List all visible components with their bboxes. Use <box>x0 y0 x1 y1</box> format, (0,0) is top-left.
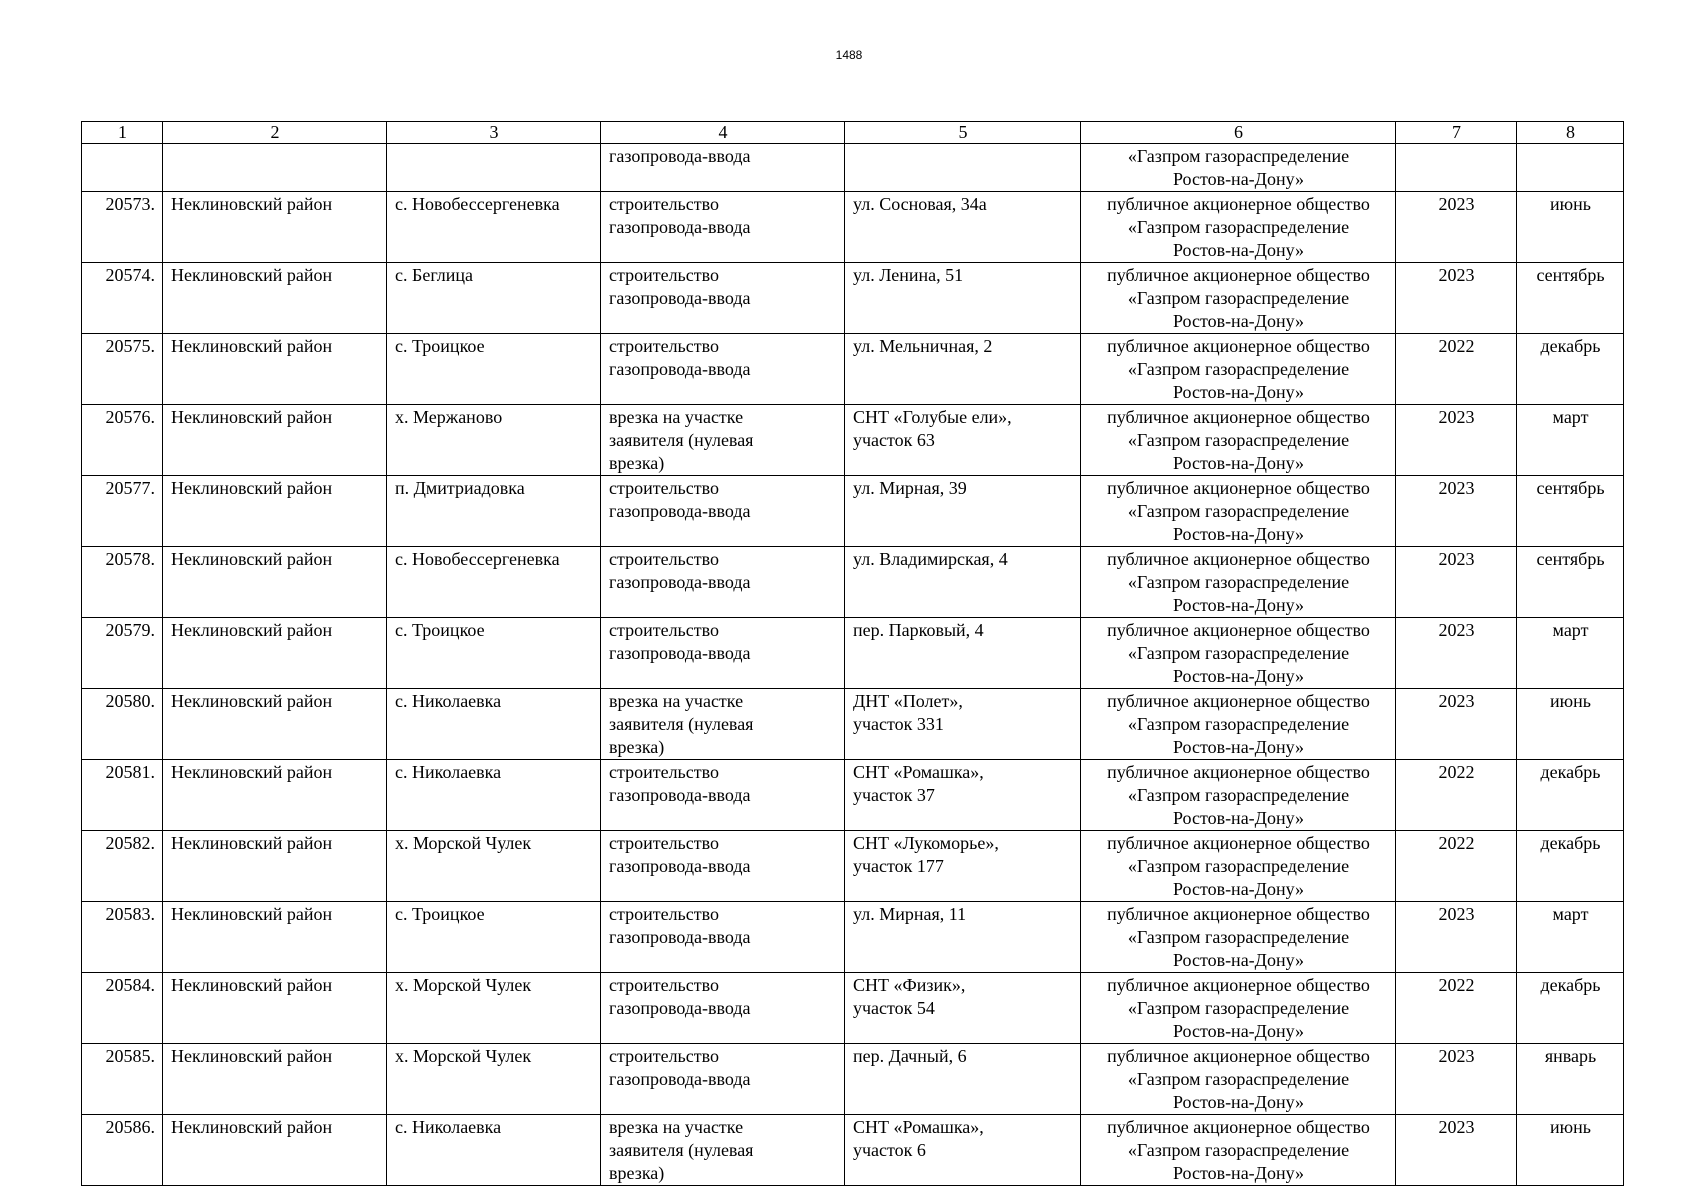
district-cell: Неклиновский район <box>163 192 387 263</box>
settlement-cell: х. Мержаново <box>387 405 601 476</box>
work-type-cell: строительство газопровода-ввода <box>601 973 845 1044</box>
year-cell: 2023 <box>1396 263 1517 334</box>
row-number-cell: 20581. <box>82 760 163 831</box>
address-cell <box>845 144 1081 192</box>
district-cell: Неклиновский район <box>163 902 387 973</box>
address-cell: СНТ «Ромашка», участок 37 <box>845 760 1081 831</box>
address-cell: пер. Дачный, 6 <box>845 1044 1081 1115</box>
month-cell: март <box>1517 405 1624 476</box>
work-type-cell: строительство газопровода-ввода <box>601 1044 845 1115</box>
settlement-cell: п. Дмитриадовка <box>387 476 601 547</box>
organization-cell: «Газпром газораспределение Ростов-на-Дону» <box>1081 144 1396 192</box>
district-cell: Неклиновский район <box>163 689 387 760</box>
table-row <box>82 831 1624 902</box>
organization-cell: публичное акционерное общество «Газпром газораспределение Ростов-на-Дону» <box>1081 760 1396 831</box>
row-number-cell: 20582. <box>82 831 163 902</box>
table-row <box>82 263 1624 334</box>
table-row <box>82 1115 1624 1186</box>
organization-cell: публичное акционерное общество «Газпром газораспределение Ростов-на-Дону» <box>1081 618 1396 689</box>
row-number-cell: 20575. <box>82 334 163 405</box>
month-cell: июнь <box>1517 1115 1624 1186</box>
address-cell: пер. Парковый, 4 <box>845 618 1081 689</box>
district-cell: Неклиновский район <box>163 760 387 831</box>
row-number-cell: 20573. <box>82 192 163 263</box>
month-cell <box>1517 144 1624 192</box>
table-row <box>82 476 1624 547</box>
row-number-cell: 20574. <box>82 263 163 334</box>
month-cell: сентябрь <box>1517 263 1624 334</box>
work-type-cell: строительство газопровода-ввода <box>601 547 845 618</box>
row-number-cell: 20580. <box>82 689 163 760</box>
month-cell: декабрь <box>1517 831 1624 902</box>
year-cell <box>1396 144 1517 192</box>
settlement-cell: с. Николаевка <box>387 1115 601 1186</box>
address-cell: ул. Мирная, 39 <box>845 476 1081 547</box>
column-number-header: 7 <box>1396 122 1517 144</box>
work-type-cell: строительство газопровода-ввода <box>601 902 845 973</box>
organization-cell: публичное акционерное общество «Газпром газораспределение Ростов-на-Дону» <box>1081 1115 1396 1186</box>
address-cell: ДНТ «Полет», участок 331 <box>845 689 1081 760</box>
organization-cell: публичное акционерное общество «Газпром газораспределение Ростов-на-Дону» <box>1081 405 1396 476</box>
district-cell: Неклиновский район <box>163 547 387 618</box>
settlement-cell: с. Троицкое <box>387 334 601 405</box>
settlement-cell: с. Троицкое <box>387 902 601 973</box>
address-cell: ул. Мирная, 11 <box>845 902 1081 973</box>
settlement-cell: с. Новобессергеневка <box>387 547 601 618</box>
organization-cell: публичное акционерное общество «Газпром газораспределение Ростов-на-Дону» <box>1081 973 1396 1044</box>
year-cell: 2022 <box>1396 334 1517 405</box>
district-cell: Неклиновский район <box>163 405 387 476</box>
organization-cell: публичное акционерное общество «Газпром газораспределение Ростов-на-Дону» <box>1081 192 1396 263</box>
row-number-cell: 20576. <box>82 405 163 476</box>
work-type-cell: строительство газопровода-ввода <box>601 334 845 405</box>
address-cell: ул. Владимирская, 4 <box>845 547 1081 618</box>
month-cell: июнь <box>1517 192 1624 263</box>
table-row <box>82 192 1624 263</box>
address-cell: СНТ «Ромашка», участок 6 <box>845 1115 1081 1186</box>
month-cell: июнь <box>1517 689 1624 760</box>
work-type-cell: строительство газопровода-ввода <box>601 618 845 689</box>
address-cell: ул. Мельничная, 2 <box>845 334 1081 405</box>
year-cell: 2023 <box>1396 1115 1517 1186</box>
month-cell: сентябрь <box>1517 476 1624 547</box>
work-type-cell: строительство газопровода-ввода <box>601 476 845 547</box>
row-number-cell: 20584. <box>82 973 163 1044</box>
district-cell: Неклиновский район <box>163 973 387 1044</box>
column-number-header: 1 <box>82 122 163 144</box>
table-row <box>82 760 1624 831</box>
work-type-cell: строительство газопровода-ввода <box>601 831 845 902</box>
organization-cell: публичное акционерное общество «Газпром газораспределение Ростов-на-Дону» <box>1081 334 1396 405</box>
address-cell: СНТ «Физик», участок 54 <box>845 973 1081 1044</box>
row-number-cell: 20578. <box>82 547 163 618</box>
year-cell: 2023 <box>1396 476 1517 547</box>
organization-cell: публичное акционерное общество «Газпром газораспределение Ростов-на-Дону» <box>1081 902 1396 973</box>
row-number-cell <box>82 144 163 192</box>
organization-cell: публичное акционерное общество «Газпром газораспределение Ростов-на-Дону» <box>1081 547 1396 618</box>
work-type-cell: газопровода-ввода <box>601 144 845 192</box>
year-cell: 2023 <box>1396 1044 1517 1115</box>
table-row <box>82 334 1624 405</box>
work-type-cell: строительство газопровода-ввода <box>601 760 845 831</box>
column-number-header-row <box>82 122 1624 144</box>
settlement-cell: х. Морской Чулек <box>387 831 601 902</box>
month-cell: декабрь <box>1517 334 1624 405</box>
address-cell: ул. Сосновая, 34а <box>845 192 1081 263</box>
address-cell: СНТ «Лукоморье», участок 177 <box>845 831 1081 902</box>
district-cell: Неклиновский район <box>163 831 387 902</box>
row-number-cell: 20583. <box>82 902 163 973</box>
work-type-cell: врезка на участке заявителя (нулевая врезка) <box>601 405 845 476</box>
row-number-cell: 20579. <box>82 618 163 689</box>
settlement-cell <box>387 144 601 192</box>
month-cell: декабрь <box>1517 973 1624 1044</box>
table-row <box>82 547 1624 618</box>
settlement-cell: с. Николаевка <box>387 689 601 760</box>
gas-connection-table <box>81 121 1624 1186</box>
settlement-cell: с. Николаевка <box>387 760 601 831</box>
district-cell: Неклиновский район <box>163 618 387 689</box>
work-type-cell: строительство газопровода-ввода <box>601 192 845 263</box>
month-cell: сентябрь <box>1517 547 1624 618</box>
row-number-cell: 20586. <box>82 1115 163 1186</box>
settlement-cell: с. Беглица <box>387 263 601 334</box>
organization-cell: публичное акционерное общество «Газпром газораспределение Ростов-на-Дону» <box>1081 476 1396 547</box>
district-cell: Неклиновский район <box>163 1044 387 1115</box>
district-cell <box>163 144 387 192</box>
column-number-header: 8 <box>1517 122 1624 144</box>
year-cell: 2023 <box>1396 547 1517 618</box>
settlement-cell: х. Морской Чулек <box>387 973 601 1044</box>
year-cell: 2023 <box>1396 689 1517 760</box>
month-cell: декабрь <box>1517 760 1624 831</box>
settlement-cell: х. Морской Чулек <box>387 1044 601 1115</box>
table-row <box>82 405 1624 476</box>
month-cell: март <box>1517 618 1624 689</box>
column-number-header: 4 <box>601 122 845 144</box>
row-number-cell: 20585. <box>82 1044 163 1115</box>
district-cell: Неклиновский район <box>163 1115 387 1186</box>
month-cell: март <box>1517 902 1624 973</box>
year-cell: 2022 <box>1396 973 1517 1044</box>
table-row <box>82 618 1624 689</box>
column-number-header: 6 <box>1081 122 1396 144</box>
year-cell: 2023 <box>1396 618 1517 689</box>
organization-cell: публичное акционерное общество «Газпром газораспределение Ростов-на-Дону» <box>1081 1044 1396 1115</box>
table-row <box>82 1044 1624 1115</box>
page-number: 1488 <box>835 48 863 62</box>
work-type-cell: врезка на участке заявителя (нулевая врезка) <box>601 1115 845 1186</box>
table-row <box>82 973 1624 1044</box>
column-number-header: 2 <box>163 122 387 144</box>
continuation-row <box>82 144 1624 192</box>
year-cell: 2023 <box>1396 902 1517 973</box>
organization-cell: публичное акционерное общество «Газпром газораспределение Ростов-на-Дону» <box>1081 831 1396 902</box>
row-number-cell: 20577. <box>82 476 163 547</box>
settlement-cell: с. Новобессергеневка <box>387 192 601 263</box>
year-cell: 2022 <box>1396 831 1517 902</box>
district-cell: Неклиновский район <box>163 263 387 334</box>
column-number-header: 5 <box>845 122 1081 144</box>
organization-cell: публичное акционерное общество «Газпром газораспределение Ростов-на-Дону» <box>1081 689 1396 760</box>
work-type-cell: строительство газопровода-ввода <box>601 263 845 334</box>
address-cell: СНТ «Голубые ели», участок 63 <box>845 405 1081 476</box>
district-cell: Неклиновский район <box>163 476 387 547</box>
address-cell: ул. Ленина, 51 <box>845 263 1081 334</box>
year-cell: 2023 <box>1396 192 1517 263</box>
table-row <box>82 902 1624 973</box>
district-cell: Неклиновский район <box>163 334 387 405</box>
settlement-cell: с. Троицкое <box>387 618 601 689</box>
table-row <box>82 689 1624 760</box>
month-cell: январь <box>1517 1044 1624 1115</box>
organization-cell: публичное акционерное общество «Газпром газораспределение Ростов-на-Дону» <box>1081 263 1396 334</box>
column-number-header: 3 <box>387 122 601 144</box>
work-type-cell: врезка на участке заявителя (нулевая врезка) <box>601 689 845 760</box>
year-cell: 2022 <box>1396 760 1517 831</box>
year-cell: 2023 <box>1396 405 1517 476</box>
